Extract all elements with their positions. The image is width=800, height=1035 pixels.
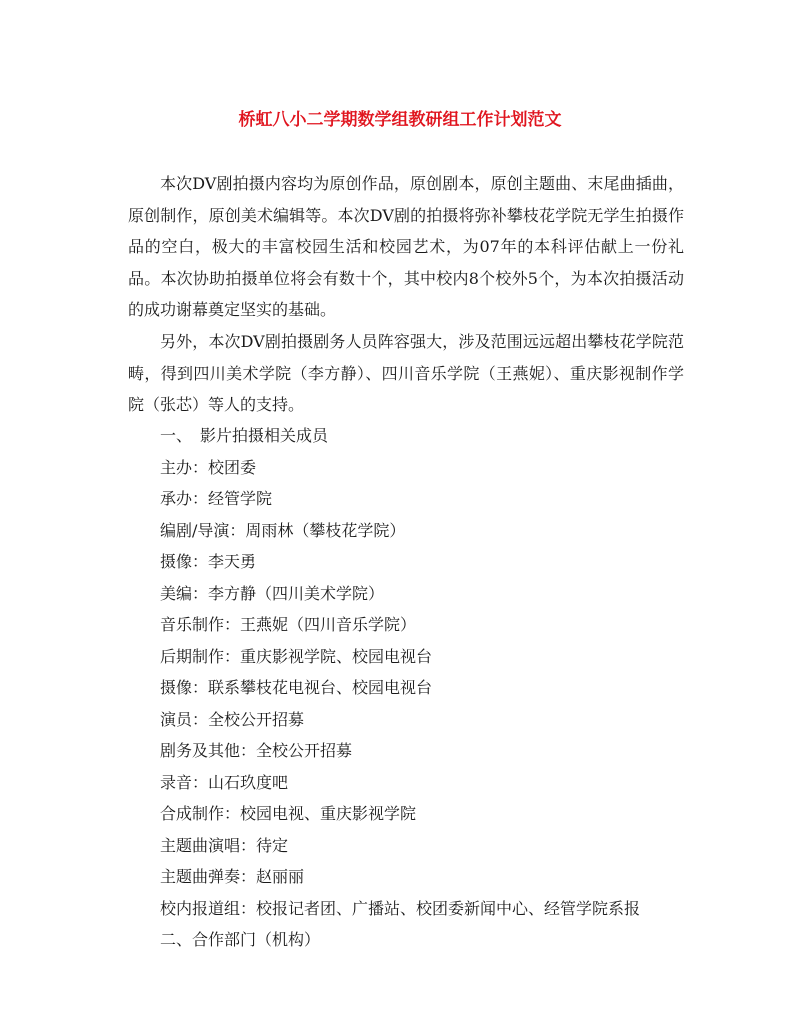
paragraph-support: 另外，本次DV剧拍摄剧务人员阵容强大，涉及范围远远超出攀枝花学院范畴，得到四川美术学院（李方静）、四川音乐学院（王燕妮）、重庆影视制作学院（张芯）等人的支持。 [128, 332, 684, 414]
section-heading-members: 一、 影片拍摄相关成员 [160, 426, 329, 445]
document-title: 桥虹八小二学期数学组教研组工作计划范文 [238, 110, 562, 130]
list-item: 编剧/导演：周雨林（攀枝花学院） [160, 520, 406, 540]
list-item: 录音：山石玖度吧 [160, 772, 289, 792]
paragraph-intro: 本次DV剧拍摄内容均为原创作品，原创剧本，原创主题曲、末尾曲插曲，原创制作，原创美术编辑等。本次DV剧的拍摄将弥补攀枝花学院无学生拍摄作品的空白，极大的丰富校园生活和校园艺术，为07年的本科评估献上一份礼品。本次协助拍摄单位将会有数十个，其中校内8个校外5个，为本次拍摄活动的成功谢幕奠定坚实的基础。 [128, 174, 684, 319]
list-item: 剧务及其他：全校公开招募 [160, 741, 353, 760]
member-list [128, 420, 684, 956]
list-item: 美编：李方静（四川美术学院） [160, 583, 385, 603]
list-item: 音乐制作：王燕妮（四川音乐学院） [160, 615, 417, 634]
list-item: 演员：全校公开招募 [160, 709, 305, 729]
list-item: 摄像：联系攀枝花电视台、校园电视台 [160, 678, 433, 697]
section-heading-partners: 二、合作部门（机构） [160, 930, 321, 949]
list-item: 合成制作：校园电视、重庆影视学院 [160, 804, 417, 823]
list-item: 摄像：李天勇 [160, 552, 257, 571]
list-item: 主题曲演唱：待定 [160, 835, 289, 855]
list-item: 主办：校团委 [160, 457, 257, 477]
list-item: 主题曲弹奏：赵丽丽 [160, 867, 305, 886]
list-item: 校内报道组：校报记者团、广播站、校团委新闻中心、经管学院系报 [160, 898, 641, 918]
list-item: 承办：经管学院 [160, 489, 273, 508]
list-item: 后期制作：重庆影视学院、校园电视台 [160, 646, 433, 666]
